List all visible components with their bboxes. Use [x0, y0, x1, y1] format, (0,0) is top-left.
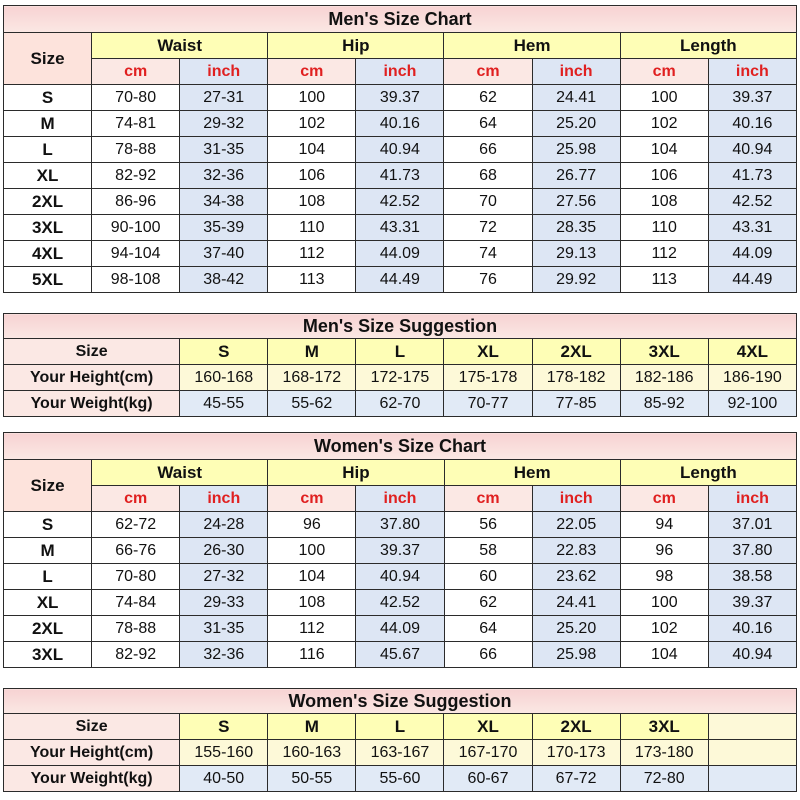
measurement-cell: 82-92: [92, 642, 180, 668]
unit-inch-header: inch: [180, 486, 268, 512]
size-label: 4XL: [4, 241, 92, 267]
unit-cm-header: cm: [444, 486, 532, 512]
suggestion-size-header: XL: [444, 339, 532, 365]
measurement-cell: 44.09: [356, 616, 444, 642]
measurement-cell: 112: [268, 241, 356, 267]
weight-range-cell: 72-80: [620, 766, 708, 792]
size-row: [4, 564, 797, 590]
suggestion-size-header: L: [356, 339, 444, 365]
group-header-row: [4, 33, 797, 59]
measurement-cell: 113: [268, 267, 356, 293]
measurement-cell: 27-32: [180, 564, 268, 590]
unit-inch-header: inch: [532, 59, 620, 85]
suggestion-size-header: [708, 714, 796, 740]
weight-range-cell: 50-55: [268, 766, 356, 792]
weight-range-cell: 40-50: [180, 766, 268, 792]
measurement-cell: 66: [444, 642, 532, 668]
measurement-cell: 100: [268, 85, 356, 111]
suggestion-size-header: 2XL: [532, 714, 620, 740]
measurement-cell: 94-104: [92, 241, 180, 267]
measurement-cell: 74-84: [92, 590, 180, 616]
weight-range-cell: 55-60: [356, 766, 444, 792]
height-range-cell: 173-180: [620, 740, 708, 766]
measurement-cell: 98: [620, 564, 708, 590]
size-label: 3XL: [4, 642, 92, 668]
measurement-cell: 44.09: [356, 241, 444, 267]
unit-inch-header: inch: [708, 486, 796, 512]
measurement-cell: 45.67: [356, 642, 444, 668]
height-range-cell: 160-163: [268, 740, 356, 766]
measurement-cell: 76: [444, 267, 532, 293]
unit-header-row: [4, 59, 797, 85]
measurement-cell: 104: [268, 137, 356, 163]
size-row-label: Size: [4, 714, 180, 740]
measurement-cell: 106: [268, 163, 356, 189]
size-row: [4, 642, 797, 668]
measurement-cell: 110: [620, 215, 708, 241]
height-range-cell: 186-190: [708, 365, 796, 391]
measurement-cell: 42.52: [356, 189, 444, 215]
measurement-cell: 62: [444, 85, 532, 111]
measurement-cell: 37-40: [180, 241, 268, 267]
measurement-cell: 44.09: [708, 241, 796, 267]
women-size-suggestion-table: [3, 688, 797, 792]
group-header-length: Length: [620, 460, 796, 486]
men-chart-body: [4, 6, 797, 293]
title-row: [4, 689, 797, 714]
measurement-cell: 74: [444, 241, 532, 267]
height-range-cell: 167-170: [444, 740, 532, 766]
men-size-chart-table: [3, 5, 797, 293]
title-row: [4, 314, 797, 339]
measurement-cell: 37.80: [356, 512, 444, 538]
measurement-cell: 72: [444, 215, 532, 241]
measurement-cell: 40.94: [356, 137, 444, 163]
measurement-cell: 106: [620, 163, 708, 189]
suggestion-size-header: M: [268, 714, 356, 740]
size-row: [4, 590, 797, 616]
measurement-cell: 66-76: [92, 538, 180, 564]
size-row: [4, 616, 797, 642]
measurement-cell: 70: [444, 189, 532, 215]
measurement-cell: 29-33: [180, 590, 268, 616]
weight-range-cell: 85-92: [620, 391, 708, 417]
size-row: [4, 111, 797, 137]
women-chart-body: [4, 433, 797, 668]
suggestion-size-header: 2XL: [532, 339, 620, 365]
measurement-cell: 112: [268, 616, 356, 642]
group-header-waist: Waist: [92, 33, 268, 59]
height-range-cell: 163-167: [356, 740, 444, 766]
measurement-cell: 100: [268, 538, 356, 564]
measurement-cell: 31-35: [180, 616, 268, 642]
unit-inch-header: inch: [356, 486, 444, 512]
weight-range-cell: 45-55: [180, 391, 268, 417]
measurement-cell: 96: [620, 538, 708, 564]
men-size-suggestion-table: [3, 313, 797, 417]
measurement-cell: 26.77: [532, 163, 620, 189]
size-row: [4, 267, 797, 293]
women-suggestion-body: [4, 689, 797, 792]
measurement-cell: 25.20: [532, 111, 620, 137]
unit-cm-header: cm: [268, 486, 356, 512]
unit-cm-header: cm: [92, 486, 180, 512]
height-range-cell: 155-160: [180, 740, 268, 766]
measurement-cell: 62-72: [92, 512, 180, 538]
measurement-cell: 24.41: [532, 85, 620, 111]
group-header-hip: Hip: [268, 33, 444, 59]
suggestion-size-header: 4XL: [708, 339, 796, 365]
suggestion-weight-row: [4, 391, 797, 417]
measurement-cell: 60: [444, 564, 532, 590]
suggestion-height-row: [4, 740, 797, 766]
measurement-cell: 58: [444, 538, 532, 564]
measurement-cell: 108: [268, 590, 356, 616]
suggestion-size-header: S: [180, 714, 268, 740]
measurement-cell: 40.16: [708, 616, 796, 642]
suggestion-weight-row: [4, 766, 797, 792]
suggestion-size-header: XL: [444, 714, 532, 740]
measurement-cell: 66: [444, 137, 532, 163]
measurement-cell: 102: [620, 616, 708, 642]
measurement-cell: 64: [444, 616, 532, 642]
men-suggestion-body: [4, 314, 797, 417]
size-row: [4, 85, 797, 111]
measurement-cell: 38.58: [708, 564, 796, 590]
unit-header-row: [4, 486, 797, 512]
measurement-cell: 74-81: [92, 111, 180, 137]
measurement-cell: 23.62: [532, 564, 620, 590]
measurement-cell: 24.41: [532, 590, 620, 616]
measurement-cell: 113: [620, 267, 708, 293]
measurement-cell: 40.94: [708, 642, 796, 668]
group-header-hip: Hip: [268, 460, 444, 486]
size-label: 2XL: [4, 616, 92, 642]
measurement-cell: 104: [620, 137, 708, 163]
measurement-cell: 56: [444, 512, 532, 538]
height-range-cell: 170-173: [532, 740, 620, 766]
measurement-cell: 94: [620, 512, 708, 538]
measurement-cell: 31-35: [180, 137, 268, 163]
measurement-cell: 82-92: [92, 163, 180, 189]
weight-row-label: Your Weight(kg): [4, 391, 180, 417]
measurement-cell: 41.73: [708, 163, 796, 189]
measurement-cell: 27.56: [532, 189, 620, 215]
measurement-cell: 102: [268, 111, 356, 137]
measurement-cell: 104: [268, 564, 356, 590]
measurement-cell: 25.98: [532, 642, 620, 668]
unit-inch-header: inch: [180, 59, 268, 85]
measurement-cell: 96: [268, 512, 356, 538]
size-label: M: [4, 111, 92, 137]
measurement-cell: 37.01: [708, 512, 796, 538]
suggestion-size-header: S: [180, 339, 268, 365]
measurement-cell: 108: [620, 189, 708, 215]
group-header-length: Length: [620, 33, 796, 59]
measurement-cell: 42.52: [708, 189, 796, 215]
size-label: M: [4, 538, 92, 564]
measurement-cell: 112: [620, 241, 708, 267]
size-row: [4, 137, 797, 163]
suggestion-size-header: 3XL: [620, 714, 708, 740]
measurement-cell: 41.73: [356, 163, 444, 189]
measurement-cell: 62: [444, 590, 532, 616]
measurement-cell: 29.92: [532, 267, 620, 293]
height-range-cell: [708, 740, 796, 766]
unit-cm-header: cm: [620, 486, 708, 512]
unit-cm-header: cm: [268, 59, 356, 85]
measurement-cell: 42.52: [356, 590, 444, 616]
height-row-label: Your Height(cm): [4, 365, 180, 391]
size-column-header: Size: [4, 33, 92, 85]
measurement-cell: 90-100: [92, 215, 180, 241]
measurement-cell: 32-36: [180, 642, 268, 668]
height-range-cell: 182-186: [620, 365, 708, 391]
measurement-cell: 64: [444, 111, 532, 137]
measurement-cell: 86-96: [92, 189, 180, 215]
chart-title: Men's Size Chart: [4, 6, 797, 33]
measurement-cell: 100: [620, 590, 708, 616]
size-row-label: Size: [4, 339, 180, 365]
measurement-cell: 39.37: [708, 590, 796, 616]
measurement-cell: 100: [620, 85, 708, 111]
unit-inch-header: inch: [532, 486, 620, 512]
unit-inch-header: inch: [356, 59, 444, 85]
weight-range-cell: 92-100: [708, 391, 796, 417]
chart-title: Women's Size Chart: [4, 433, 797, 460]
suggestion-size-header: M: [268, 339, 356, 365]
measurement-cell: 29.13: [532, 241, 620, 267]
weight-range-cell: 60-67: [444, 766, 532, 792]
measurement-cell: 40.16: [356, 111, 444, 137]
unit-cm-header: cm: [620, 59, 708, 85]
measurement-cell: 32-36: [180, 163, 268, 189]
measurement-cell: 44.49: [356, 267, 444, 293]
weight-range-cell: [708, 766, 796, 792]
measurement-cell: 39.37: [356, 85, 444, 111]
size-label: 5XL: [4, 267, 92, 293]
unit-cm-header: cm: [92, 59, 180, 85]
size-row: [4, 215, 797, 241]
size-label: 3XL: [4, 215, 92, 241]
measurement-cell: 70-80: [92, 85, 180, 111]
weight-range-cell: 55-62: [268, 391, 356, 417]
measurement-cell: 39.37: [356, 538, 444, 564]
measurement-cell: 26-30: [180, 538, 268, 564]
height-range-cell: 168-172: [268, 365, 356, 391]
weight-range-cell: 70-77: [444, 391, 532, 417]
unit-inch-header: inch: [708, 59, 796, 85]
group-header-row: [4, 460, 797, 486]
measurement-cell: 38-42: [180, 267, 268, 293]
measurement-cell: 108: [268, 189, 356, 215]
measurement-cell: 98-108: [92, 267, 180, 293]
measurement-cell: 40.16: [708, 111, 796, 137]
measurement-cell: 44.49: [708, 267, 796, 293]
size-row: [4, 538, 797, 564]
size-column-header: Size: [4, 460, 92, 512]
height-range-cell: 160-168: [180, 365, 268, 391]
measurement-cell: 68: [444, 163, 532, 189]
title-row: [4, 433, 797, 460]
height-range-cell: 175-178: [444, 365, 532, 391]
size-row: [4, 512, 797, 538]
height-range-cell: 178-182: [532, 365, 620, 391]
measurement-cell: 35-39: [180, 215, 268, 241]
measurement-cell: 22.05: [532, 512, 620, 538]
size-row: [4, 241, 797, 267]
measurement-cell: 102: [620, 111, 708, 137]
women-size-chart-table: [3, 432, 797, 668]
measurement-cell: 78-88: [92, 137, 180, 163]
weight-range-cell: 67-72: [532, 766, 620, 792]
suggestion-size-header: L: [356, 714, 444, 740]
measurement-cell: 110: [268, 215, 356, 241]
suggestion-title: Women's Size Suggestion: [4, 689, 797, 714]
unit-cm-header: cm: [444, 59, 532, 85]
measurement-cell: 27-31: [180, 85, 268, 111]
suggestion-size-header: 3XL: [620, 339, 708, 365]
measurement-cell: 37.80: [708, 538, 796, 564]
size-label: XL: [4, 163, 92, 189]
measurement-cell: 24-28: [180, 512, 268, 538]
size-label: L: [4, 137, 92, 163]
height-row-label: Your Height(cm): [4, 740, 180, 766]
weight-range-cell: 62-70: [356, 391, 444, 417]
group-header-waist: Waist: [92, 460, 268, 486]
measurement-cell: 29-32: [180, 111, 268, 137]
size-row: [4, 163, 797, 189]
group-header-hem: Hem: [444, 33, 620, 59]
size-label: L: [4, 564, 92, 590]
weight-range-cell: 77-85: [532, 391, 620, 417]
measurement-cell: 25.98: [532, 137, 620, 163]
suggestion-size-row: [4, 714, 797, 740]
measurement-cell: 25.20: [532, 616, 620, 642]
title-row: [4, 6, 797, 33]
measurement-cell: 40.94: [708, 137, 796, 163]
measurement-cell: 70-80: [92, 564, 180, 590]
size-label: XL: [4, 590, 92, 616]
suggestion-size-row: [4, 339, 797, 365]
group-header-hem: Hem: [444, 460, 620, 486]
measurement-cell: 22.83: [532, 538, 620, 564]
weight-row-label: Your Weight(kg): [4, 766, 180, 792]
measurement-cell: 43.31: [356, 215, 444, 241]
size-label: S: [4, 85, 92, 111]
size-row: [4, 189, 797, 215]
measurement-cell: 78-88: [92, 616, 180, 642]
measurement-cell: 43.31: [708, 215, 796, 241]
measurement-cell: 28.35: [532, 215, 620, 241]
measurement-cell: 39.37: [708, 85, 796, 111]
height-range-cell: 172-175: [356, 365, 444, 391]
measurement-cell: 104: [620, 642, 708, 668]
size-label: 2XL: [4, 189, 92, 215]
size-label: S: [4, 512, 92, 538]
measurement-cell: 34-38: [180, 189, 268, 215]
suggestion-height-row: [4, 365, 797, 391]
suggestion-title: Men's Size Suggestion: [4, 314, 797, 339]
measurement-cell: 40.94: [356, 564, 444, 590]
measurement-cell: 116: [268, 642, 356, 668]
